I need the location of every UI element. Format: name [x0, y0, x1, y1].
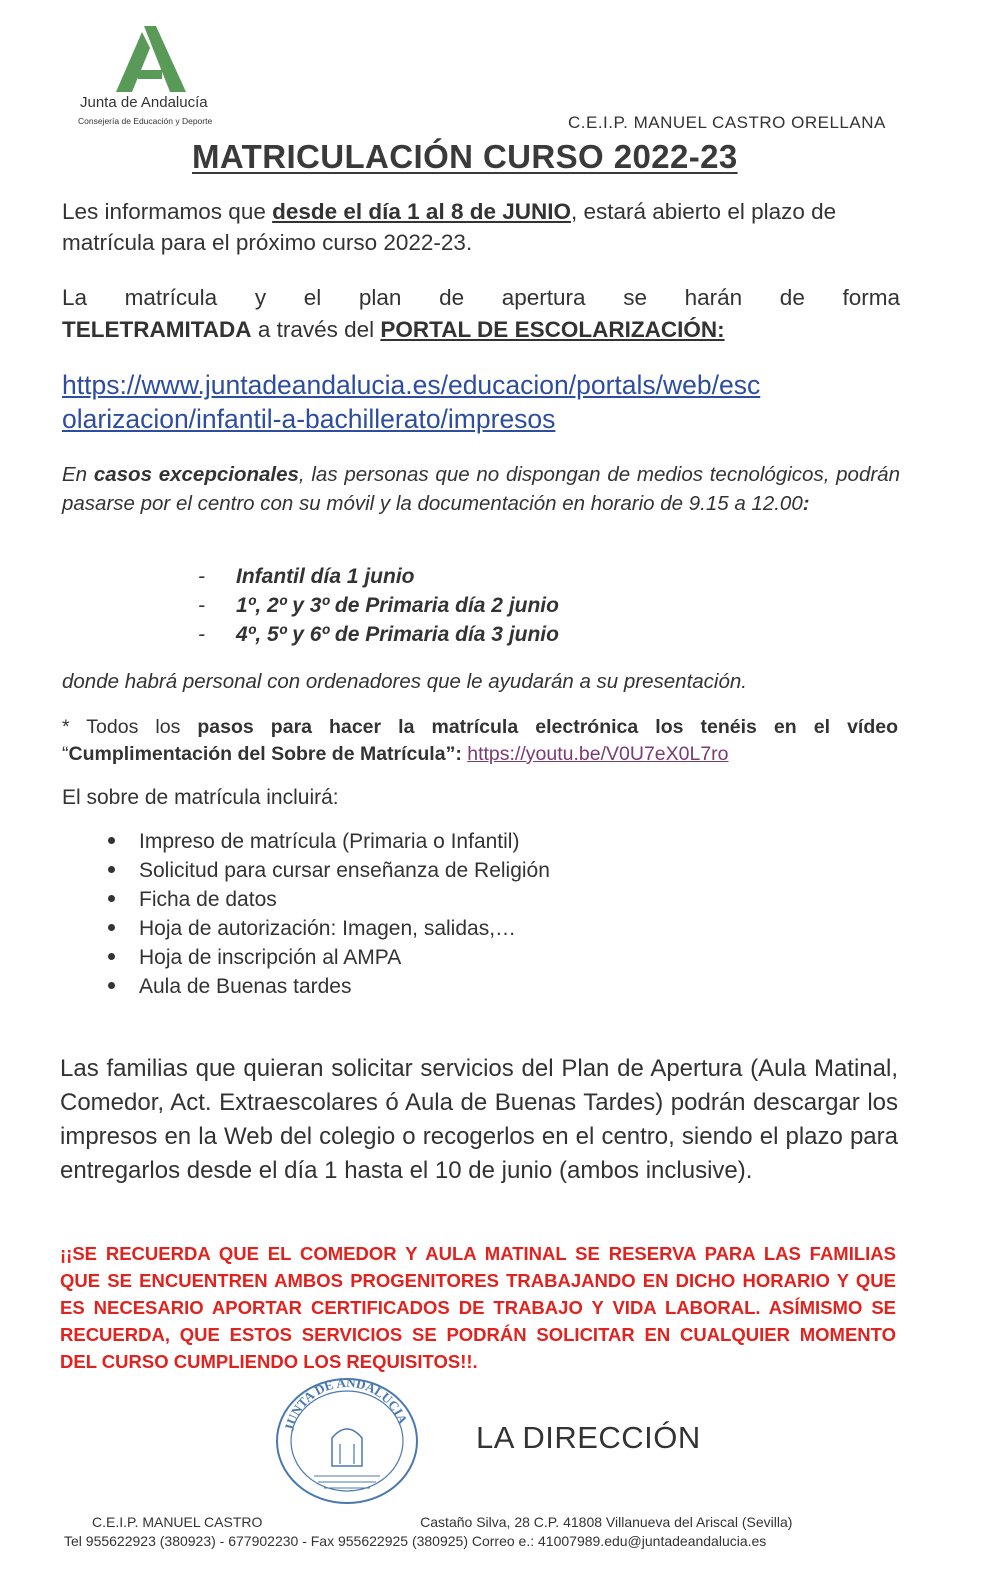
svg-text:JUNTA DE ANDALUCIA — [281, 1376, 411, 1432]
bullet-icon — [108, 895, 115, 902]
bullet-icon — [108, 866, 115, 873]
bullet-icon — [108, 982, 115, 989]
exc-colon: : — [802, 492, 810, 515]
logo-subtitle: Consejería de Educación y Deporte — [78, 116, 213, 126]
sobre-heading: El sobre de matrícula incluirá: — [62, 786, 339, 809]
footer-street: Castaño Silva, 28 C.P. 41808 Villanueva del Ariscal (Sevilla) — [420, 1514, 793, 1530]
list-item — [108, 946, 401, 970]
schedule-item — [198, 565, 415, 589]
stamp-text: JUNTA DE ANDALUCIA — [281, 1376, 411, 1433]
schedule-text: Infantil día 1 junio — [236, 565, 415, 588]
list-item — [108, 888, 277, 912]
portal-link[interactable] — [62, 368, 902, 436]
familias-paragraph: Las familias que quieran solicitar servicios del Plan de Apertura (Aula Matinal, Comedor, Act. Extraescolares ó Aula de Buenas Tardes) podrán descargar los impresos en la Web del colegio o recogerlos en el centro, siendo el plazo para entregarlos desde el día 1 hasta el 10 de junio (ambos inclusive). — [60, 1055, 898, 1184]
portal-link-line-2[interactable]: olarizacion/infantil-a-bachillerato/impresos — [62, 404, 556, 434]
bullet-icon — [108, 924, 115, 931]
video-strong-2: Cumplimentación del Sobre de Matrícula — [68, 743, 446, 765]
list-item — [108, 830, 519, 854]
schedule-item — [198, 594, 559, 618]
footer-address — [92, 1514, 792, 1530]
tele-strong: TELETRAMITADA — [62, 317, 252, 342]
exceptional-cases-paragraph — [62, 460, 900, 518]
dash: - — [198, 565, 205, 588]
tele-line-2 — [62, 314, 900, 345]
schedule-text: 4º, 5º y 6º de Primaria día 3 junio — [236, 623, 559, 646]
logo-name: Junta de Andalucía — [80, 94, 208, 111]
bullet-icon — [108, 953, 115, 960]
donde-text: donde habrá personal con ordenadores que le ayudarán a su presentación. — [62, 670, 747, 693]
school-header: C.E.I.P. MANUEL CASTRO ORELLANA — [568, 113, 886, 132]
bullet-icon — [108, 837, 115, 844]
list-item-text: Hoja de autorización: Imagen, salidas,… — [139, 917, 517, 940]
signature-label: LA DIRECCIÓN — [476, 1420, 701, 1455]
warning-notice: ¡¡SE RECUERDA QUE EL COMEDOR Y AULA MATINAL SE RESERVA PARA LAS FAMILIAS QUE SE ENCUENTREN AMBOS PROGENITORES TRABAJANDO EN DICHO HORARIO Y QUE ES NECESARIO APORTAR CERTIFICADOS DE TRABAJO Y VIDA LABORAL. ASÍMISMO SE RECUERDA, QUE ESTOS SERVICIOS SE PODRÁN SOLICITAR EN CUALQUIER MOMENTO DEL CURSO CUMPLIENDO LOS REQUISITOS!!. — [60, 1243, 896, 1372]
intro-dates: desde el día 1 al 8 de JUNIO — [272, 199, 571, 224]
video-strong-1: pasos para hacer la matrícula electrónica los tenéis en el vídeo — [197, 716, 899, 738]
list-item-text: Hoja de inscripción al AMPA — [139, 946, 402, 969]
list-item — [108, 917, 516, 941]
video-text-a: * Todos los — [62, 716, 198, 738]
schedule-item — [198, 623, 559, 647]
tele-line-1: La matrícula y el plan de apertura se harán de forma — [62, 285, 900, 310]
list-item-text: Aula de Buenas tardes — [139, 975, 352, 998]
schedule-text: 1º, 2º y 3º de Primaria día 2 junio — [236, 594, 559, 617]
portal-name: PORTAL DE ESCOLARIZACIÓN: — [380, 317, 725, 342]
page-title: MATRICULACIÓN CURSO 2022-23 — [192, 138, 738, 175]
exc-strong: casos excepcionales — [93, 463, 299, 486]
exc-text-b: , las personas que no dispongan de medios tecnológicos, podrán pasarse por el centro con su móvil y la documentación en horario de 9.15 a 12.00 — [62, 463, 900, 515]
video-text-b: “ — [62, 743, 69, 765]
video-link[interactable]: https://youtu.be/V0U7eX0L7ro — [467, 743, 729, 765]
list-item — [108, 975, 351, 999]
portal-link-line-1[interactable]: https://www.juntadeandalucia.es/educacion/portals/web/esc — [62, 370, 761, 400]
list-item-text: Impreso de matrícula (Primaria o Infantil) — [139, 830, 520, 853]
list-item — [108, 859, 550, 883]
footer-contact: Tel 955622923 (380923) - 677902230 - Fax 955622925 (380925) Correo e.: 41007989.edu@juntadeandalucia.es — [64, 1533, 767, 1549]
exc-text-a: En — [62, 463, 94, 486]
official-stamp-icon — [274, 1376, 420, 1506]
video-text-c: ”: — [445, 743, 468, 765]
junta-andalucia-logo-icon — [112, 26, 186, 92]
list-item-text: Solicitud para cursar enseñanza de Religión — [139, 859, 550, 882]
dash: - — [198, 594, 205, 617]
dash: - — [198, 623, 205, 646]
intro-text-a: Les informamos que — [62, 199, 273, 224]
list-item-text: Ficha de datos — [139, 888, 277, 911]
footer-school: C.E.I.P. MANUEL CASTRO — [92, 1514, 263, 1530]
intro-text-b: , estará abierto el plazo de matrícula para el próximo curso 2022-23. — [62, 199, 837, 255]
intro-paragraph — [62, 196, 900, 258]
video-paragraph — [62, 714, 898, 768]
tele-text-b: a través del — [251, 317, 381, 342]
